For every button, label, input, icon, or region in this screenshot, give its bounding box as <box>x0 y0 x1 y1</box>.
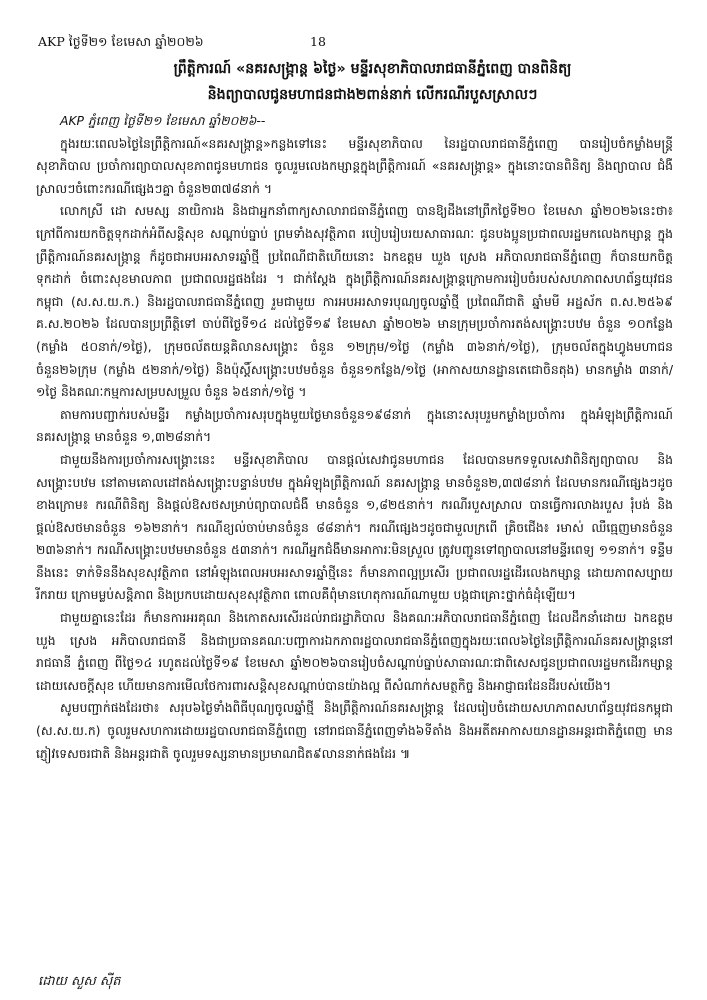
header-dateline: AKP ថ្ងៃទី២១ ខែមេសា ឆ្នាំ២០២៦ <box>38 34 204 49</box>
paragraph: ជាមួយនឹងការប្រចាំការសង្គ្រោះនេះ មន្ទីរសុខាភិបាល បានផ្តល់សេវាជូនមហាជន ដែលបានមកទទួលសេវាពិនិត្យព្យាបាល និងសង្គ្រោះបឋម នៅតាមគោលដៅតង់សង្គ្រោះបន្ទាន់បឋម ក្នុងអំឡុងព្រឹត្តិការណ៍ នគរសង្ក្រាន្ត មានចំនួន២,៣៧៨នាក់ ដែលមានករណីផ្សេងៗដូចខាងក្រោម៖ ករណីពិនិត្យ និងផ្តល់ឱសថសម្រាប់ព្យាបាលជំងឺ មានចំនួន ១,៨២៥នាក់។ ករណីរបួសស្រាល បានធ្វើការលាងរបួស រុំបង់ និងផ្ដល់ឱសថមានចំនួន ១៦២នាក់។ ករណីខ្យល់ចាប់មានចំនួន ៨៨នាក់។ ករណីផ្សេងៗដូចជាមួលក្រពើ គ្រិចជើង៖ រមាស់ ឈឺធ្មេញមានចំនួន ២៣៦នាក់។ ករណីសង្គ្រោះបឋមមានចំនួន ៥៣នាក់។ ករណីអ្នកជំងឺមានអាការៈមិនស្រួល ត្រូវបញ្ជូនទៅព្យាបាលនៅមន្ទីរពេទ្យ ១១នាក់។ ទន្ទឹមនឹងនេះ ទាក់ទិននឹងសុខសុវត្ថិភាព នៅអំឡុងពេលអបអរសាទរឆ្នាំថ្មីនេះ ក៏មានភាពល្អប្រសើរ ប្រជាពលរដ្ឋដើរលេងកម្សាន្ត ដោយភាពសប្បាយរីករាយ ក្រោមម្លប់សន្តិភាព និងប្រកបដោយសុខសុវត្ថិភាព ពោលគឺពុំមានហេតុការណ៍ណាមួយ បង្កជាគ្រោះថ្នាក់ធំដុំឡើយ។ <box>36 452 673 603</box>
page-header <box>38 34 673 54</box>
article-body <box>36 110 673 765</box>
page-number: 18 <box>310 34 326 49</box>
paragraph: ក្នុងរយៈពេល៦ថ្ងៃនៃព្រឹត្តិការណ៍«នគរសង្ក្រាន្ត»កន្លងទៅនេះ មន្ទីរសុខាភិបាល នៃរដ្ឋបាលរាជធានីភ្នំពេញ បានរៀបចំកម្លាំងមន្ត្រីសុខាភិបាល ប្រចាំការព្យាបាលសុខភាពជូនមហាជន ចូលរួមលេងកម្សាន្តក្នុងព្រឹត្តិការណ៍ «នគរសង្ក្រាន្ត» ក្នុងនោះបានពិនិត្យ និងព្យាបាល ជំងឺស្រាលៗចំពោះករណីផ្សេងៗគ្នា ចំនួន២៣៧៨នាក់ ។ <box>36 136 673 196</box>
paragraph: លោកស្រី ដោ សមស្ស នាយិការង និងជាអ្នកនាំពាក្យសាលារាជធានីភ្នំពេញ បានឱ្យដឹងនៅព្រឹកថ្ងៃទី២០ ខែមេសា ឆ្នាំ២០២៦នេះថា៖ ក្រៅពីការយកចិត្តទុកដាក់អំពីសន្តិសុខ សណ្ដាប់ធ្នាប់ ព្រមទាំងសុវត្ថិភាព របៀបរៀបរយសាធារណៈ ជូនបងប្អូនប្រជាពលរដ្ឋមកលេងកម្សាន្ត ក្នុងព្រឹត្តិការណ៍នគរសង្ក្រាន្ត ក៏ដូចជាអបអរសាទរឆ្នាំថ្មី ប្រពៃណីជាតិហើយនោះ ឯកឧត្តម ឃួង ស្រេង អភិបាលរាជធានីភ្នំពេញ ក៏បានយកចិត្តទុកដាក់ ចំពោះសុខមាលភាព ប្រជាពលរដ្ឋផងដែរ ។ ជាក់ស្ដែង ក្នុងព្រឹត្តិការណ៍នគរសង្ក្រាន្តក្រោមការរៀបចំរបស់សហភាពសហព័ន្ធយុវជន កម្ពុជា (ស.ស.យ.ក.) និងរដ្ឋបាលរាជធានីភ្នំពេញ រួមជាមួយ ការអបអរសាទរបុណ្យចូលឆ្នាំថ្មី ប្រពៃណីជាតិ ឆ្នាំមមី អដ្ឋស័ក ព.ស.២៥៦៩ គ.ស.២០២៦ ដែលបានប្រព្រឹត្តិទៅ ចាប់ពីថ្ងៃទី១៤ ដល់ថ្ងៃទី១៩ ខែមេសា ឆ្នាំ២០២៦ មានក្រុមប្រចាំការតង់សង្គ្រោះបឋម ចំនួន ១០កន្លែង (កម្លាំង ៥០នាក់/១ថ្ងៃ), ក្រុមចល័តយន្តគិលានសង្គ្រោះ ចំនួន ១២ក្រុម/១ថ្ងៃ (កម្លាំង ៣៦នាក់/១ថ្ងៃ), ក្រុមចល័តក្នុងហ្វូងមហាជនចំនួន២៦ក្រុម (កម្លាំង ៥២នាក់/១ថ្ងៃ) និងប៉ុស្តិ៍សង្គ្រោះបឋមចំនួន ចំនួន១កន្លែង/១ថ្ងៃ (អាកាសយានដ្ឋានតេជោចិនតុង) មានកម្លាំង ៣នាក់/១ថ្ងៃ និងគណៈកម្មការសម្របសម្រួល ចំនួន ៦៥នាក់/១ថ្ងៃ ។ <box>36 204 673 400</box>
article-dateline: AKP ភ្នំពេញ ថ្ងៃទី២១ ខែមេសា ឆ្នាំ២០២៦-- <box>60 114 266 128</box>
headline-line-2: និងព្យាបាលជូនមហាជនជាង២ពាន់នាក់ លើករណីរបួសស្រាលៗ <box>207 87 538 103</box>
paragraph: សូមបញ្ជាក់ផងដែរថា៖ សរុប៦ថ្ងៃទាំងពិធីបុណ្យចូលឆ្នាំថ្មី និងព្រឹត្តិការណ៍នគរសង្ក្រាន្ត ដែលរៀបចំដោយសហភាពសហព័ន្ធយុវជនកម្ពុជា (ស.ស.យ.ក) ចូលរួមសហការដោយរដ្ឋបាលរាជធានីភ្នំពេញ នៅរាជធានីភ្នំពេញទាំង៦ទីតាំង និងអតីតអាកាសយានដ្ឋានអន្តរជាតិភ្នំពេញ មានភ្ញៀវទេសចរជាតិ និងអន្តរជាតិ ចូលរួមទស្សនាមានប្រមាណជិត៩លាននាក់ផងដែរ ៕ <box>36 701 673 761</box>
article-headline <box>80 56 665 108</box>
article-author: ដោយ សួស ស៊ីត <box>38 974 121 989</box>
paragraph: តាមការបញ្ជាក់របស់មន្ទីរ កម្លាំងប្រចាំការសរុបក្នុងមួយថ្ងៃមានចំនួន១៩៨នាក់ ក្នុងនោះសរុបរួមកម្លាំងប្រចាំការ ក្នុងអំឡុងព្រឹត្តិការណ៍នគរសង្ក្រាន្ត មានចំនួន ១,៣២៨នាក់។ <box>36 407 673 445</box>
headline-line-1: ព្រឹត្តិការណ៍ «នគរសង្ក្រាន្ត ៦ថ្ងៃ» មន្ទីរសុខាភិបាលរាជធានីភ្នំពេញ បានពិនិត្យ <box>173 61 572 77</box>
paragraph: ជាមួយគ្នានេះដែរ ក៏មានការអរគុណ និងកោតសរសើរដល់រាជរដ្ឋាភិបាល និងគណៈអភិបាលរាជធានីភ្នំពេញ ដែលដឹកនាំដោយ ឯកឧត្តម ឃួង ស្រេង អភិបាលរាជធានី និងជាប្រធានគណៈបញ្ជាការឯកភាពរដ្ឋបាលរាជធានីភ្នំពេញក្នុងរយៈពេល៦ថ្ងៃនៃព្រឹត្តិការណ៍នគរសង្ក្រាន្តនៅរាជធានី ភ្នំពេញ ពីថ្ងៃ១៤ រហូតដល់ថ្ងៃទី១៩ ខែមេសា ឆ្នាំ២០២៦បានរៀបចំសណ្ដាប់ធ្នាប់សាធារណៈជាពិសេសជូនប្រជាពលរដ្ឋមកដើរកម្សាន្តដោយសេចក្តីសុខ ហើយមានការមើលថែការពារសន្តិសុខសណ្ដាប់បានយ៉ាងល្អ ពីសំណាក់សមត្ថកិច្ច និងអាជ្ញាធរដែនដីរបស់យើង។ <box>36 611 673 693</box>
